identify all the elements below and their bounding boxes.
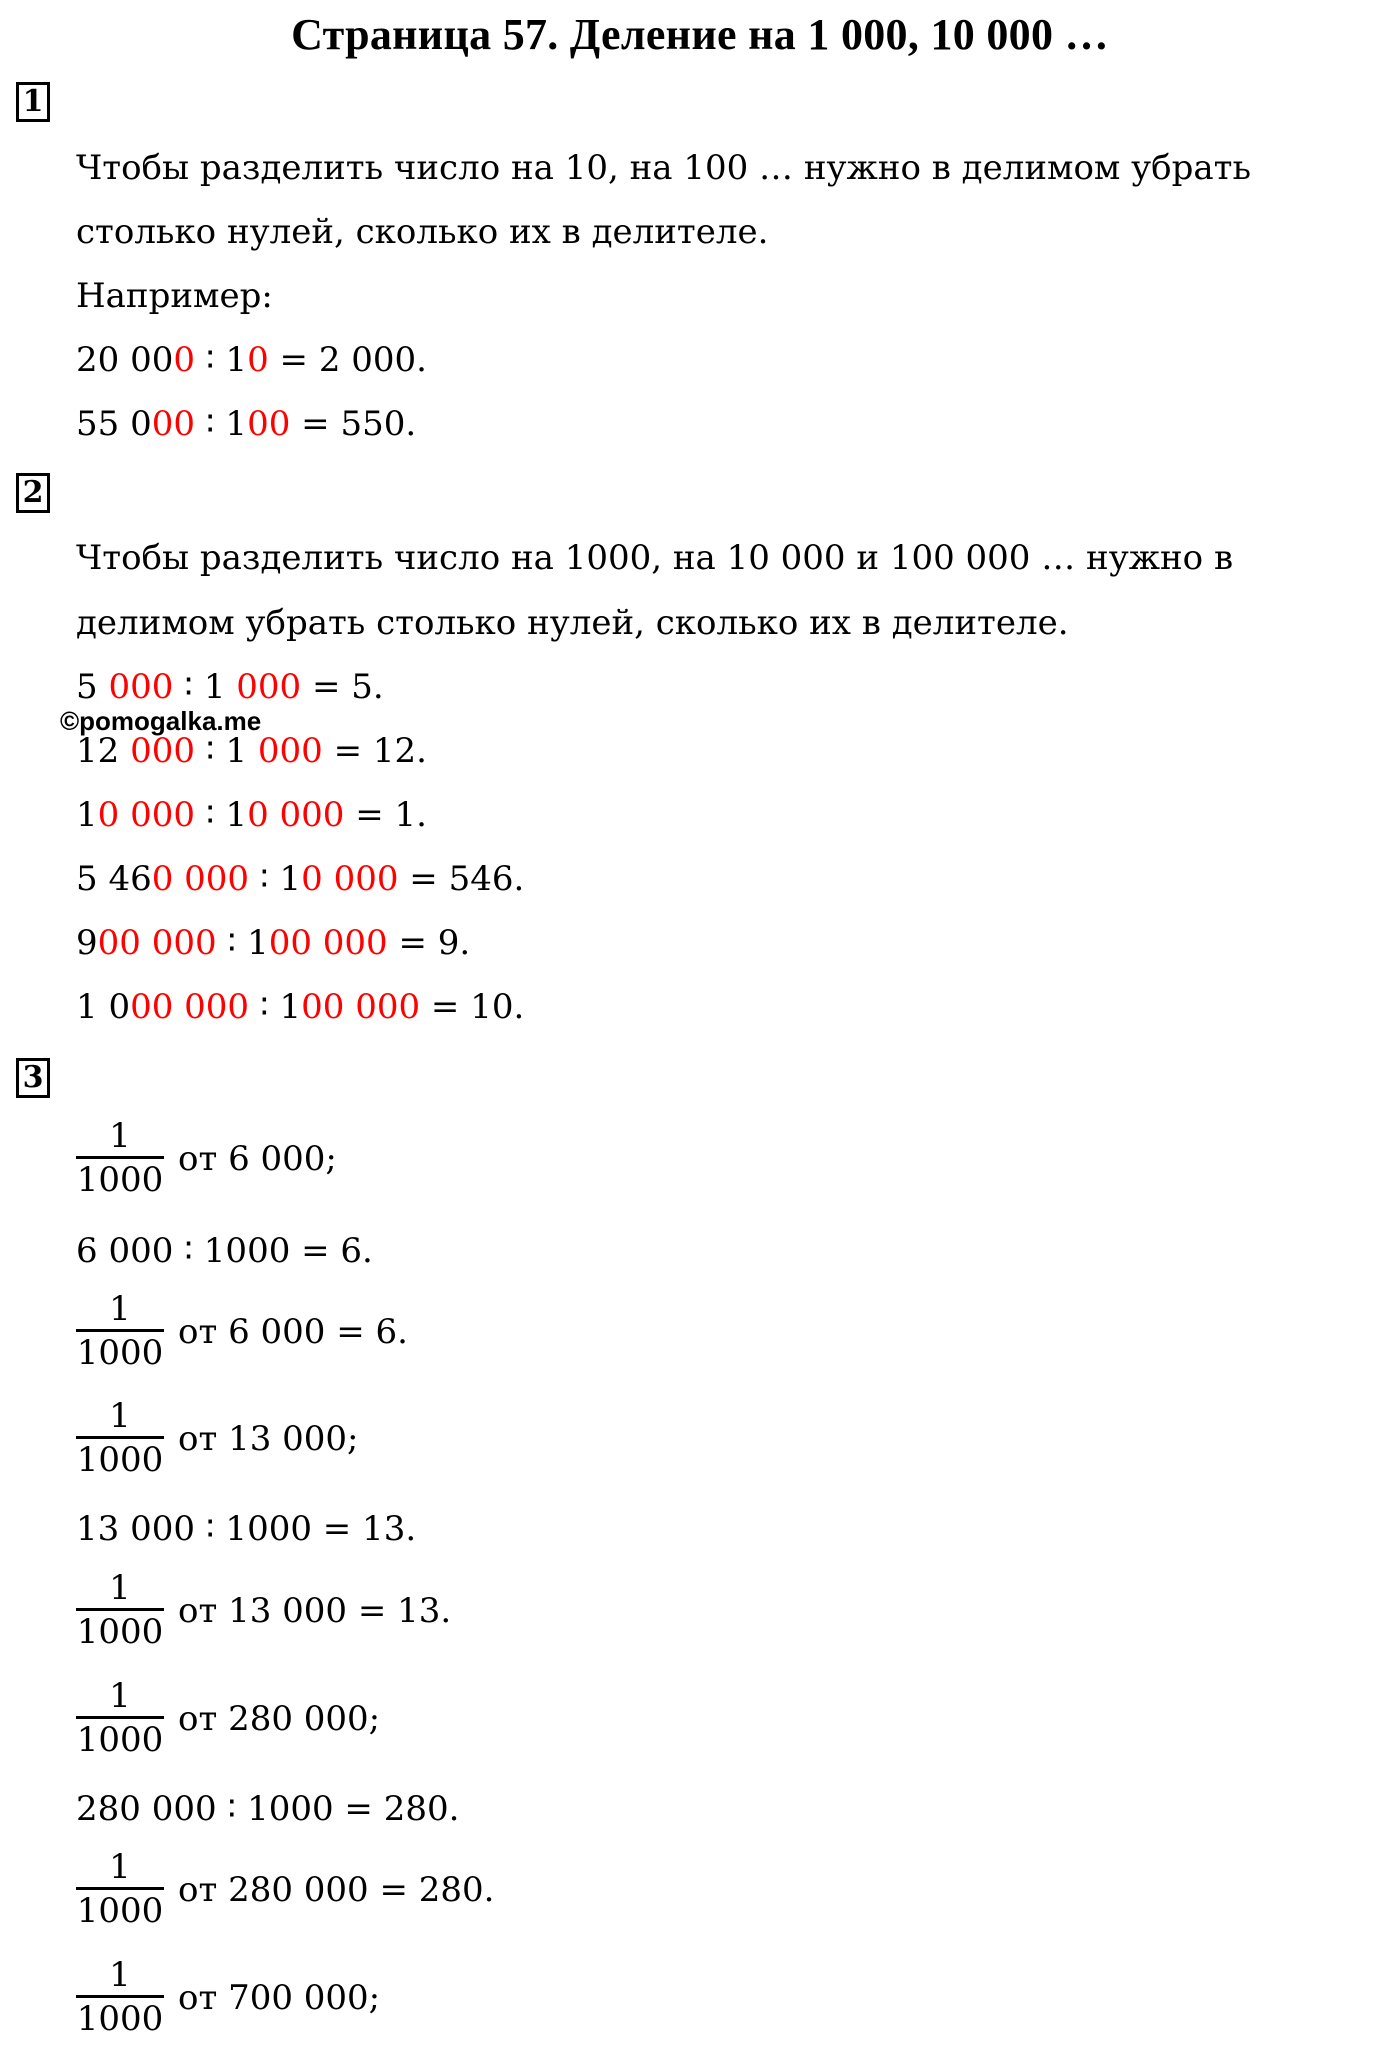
eq-zeros: 00 000: [97, 923, 217, 963]
row-text: от 6 000 = 6.: [178, 1311, 408, 1352]
eq-part: 5 46: [76, 859, 152, 899]
row-text: от 13 000;: [178, 1418, 359, 1459]
row-text: от 6 000;: [178, 1138, 337, 1179]
row-text: от 13 000 = 13.: [178, 1590, 452, 1631]
fraction-denominator: 1000: [76, 1999, 164, 2039]
eq-zeros: 00 000: [268, 923, 388, 963]
task2-equation-1: [76, 665, 384, 709]
eq-zeros: 000: [257, 731, 323, 771]
task1-rule-line-1: Чтобы разделить число на 10, на 100 … нужно в делимом убрать: [76, 148, 1251, 188]
eq-part: = 12.: [322, 731, 427, 771]
eq-part: = 546.: [398, 859, 525, 899]
eq-part: 9: [76, 923, 98, 963]
task3-row-5: 13 000 ∶ 1000 = 13.: [76, 1509, 417, 1549]
eq-zeros: 0 000: [97, 795, 195, 835]
task3-row-2: 6 000 ∶ 1000 = 6.: [76, 1231, 373, 1271]
eq-zeros: 000: [108, 667, 174, 707]
fraction-numerator: 1: [109, 1396, 131, 1436]
fraction-denominator: 1000: [76, 1612, 164, 1652]
fraction: [76, 1955, 164, 2040]
eq-part: ∶ 1: [194, 404, 248, 444]
task3-row-6: [76, 1568, 451, 1653]
eq-zeros: 00: [151, 404, 195, 444]
eq-zeros: 0 000: [301, 859, 399, 899]
fraction: [76, 1289, 164, 1374]
eq-zeros: 000: [236, 667, 302, 707]
task-number-3: 3: [16, 1058, 50, 1098]
fraction-denominator: 1000: [76, 1440, 164, 1480]
eq-part: ∶ 1: [249, 859, 302, 899]
eq-part: 1 0: [76, 987, 131, 1027]
fraction-denominator: 1000: [76, 1720, 164, 1760]
eq-part: = 550.: [290, 404, 417, 444]
fraction-denominator: 1000: [76, 1333, 164, 1373]
task3-row-3: [76, 1289, 408, 1374]
task-number-1: 1: [16, 82, 50, 122]
task1-example-label: Например:: [76, 276, 273, 316]
eq-zeros: 00: [247, 404, 291, 444]
task2-rule-line-1: Чтобы разделить число на 1000, на 10 000 и 100 000 … нужно в: [76, 538, 1234, 578]
eq-zeros: 00 000: [130, 987, 250, 1027]
eq-part: = 10.: [420, 987, 525, 1027]
fraction: [76, 1676, 164, 1761]
eq-part: ∶ 1: [216, 923, 269, 963]
fraction: [76, 1847, 164, 1932]
eq-part: 12: [76, 731, 131, 771]
eq-part: = 9.: [387, 923, 471, 963]
fraction-numerator: 1: [109, 1676, 131, 1716]
task-number-2: 2: [16, 473, 50, 513]
eq-part: ∶ 1: [194, 795, 248, 835]
eq-zeros: 0: [247, 340, 269, 380]
eq-part: 5: [76, 667, 109, 707]
row-text: от 280 000 = 280.: [178, 1869, 495, 1910]
eq-zeros: 0: [173, 340, 195, 380]
task3-row-1: [76, 1116, 337, 1201]
task1-rule-line-2: столько нулей, сколько их в делителе.: [76, 212, 769, 252]
task3-row-10: [76, 1955, 380, 2040]
fraction-denominator: 1000: [76, 1160, 164, 1200]
fraction-denominator: 1000: [76, 1891, 164, 1931]
task3-row-7: [76, 1676, 380, 1761]
eq-zeros: 000: [130, 731, 195, 771]
eq-part: ∶ 1: [194, 340, 248, 380]
task2-rule-line-2: делимом убрать столько нулей, сколько их в делителе.: [76, 603, 1069, 643]
eq-part: ∶ 1: [249, 987, 302, 1027]
task2-equation-3: [76, 793, 427, 837]
eq-zeros: 0 000: [151, 859, 250, 899]
row-text: от 280 000;: [178, 1698, 381, 1739]
eq-part: = 1.: [344, 795, 427, 835]
task1-equation-2: [76, 402, 416, 446]
task3-row-4: [76, 1396, 359, 1481]
eq-part: 55 0: [76, 404, 152, 444]
eq-part: ∶ 1: [194, 731, 258, 771]
fraction-numerator: 1: [109, 1955, 131, 1995]
row-text: от 700 000;: [178, 1977, 381, 2018]
eq-part: = 5.: [301, 667, 384, 707]
eq-zeros: 00 000: [301, 987, 421, 1027]
task1-equation-1: [76, 338, 427, 382]
task3-row-9: [76, 1847, 495, 1932]
fraction-numerator: 1: [109, 1847, 131, 1887]
eq-part: 20 00: [76, 340, 174, 380]
fraction-numerator: 1: [109, 1116, 131, 1156]
fraction: [76, 1116, 164, 1201]
eq-part: 1: [76, 795, 98, 835]
page-title: Страница 57. Деление на 1 000, 10 000 …: [291, 10, 1109, 59]
task2-equation-5: [76, 921, 470, 965]
fraction-numerator: 1: [109, 1289, 131, 1329]
watermark: ©pomogalka.me: [60, 706, 262, 736]
eq-zeros: 0 000: [247, 795, 345, 835]
task2-equation-4: [76, 857, 524, 901]
eq-part: = 2 000.: [268, 340, 427, 380]
fraction: [76, 1396, 164, 1481]
task3-row-8: 280 000 ∶ 1000 = 280.: [76, 1789, 460, 1829]
eq-part: ∶ 1: [173, 667, 237, 707]
fraction-numerator: 1: [109, 1568, 131, 1608]
task2-equation-6: [76, 985, 524, 1029]
fraction: [76, 1568, 164, 1653]
